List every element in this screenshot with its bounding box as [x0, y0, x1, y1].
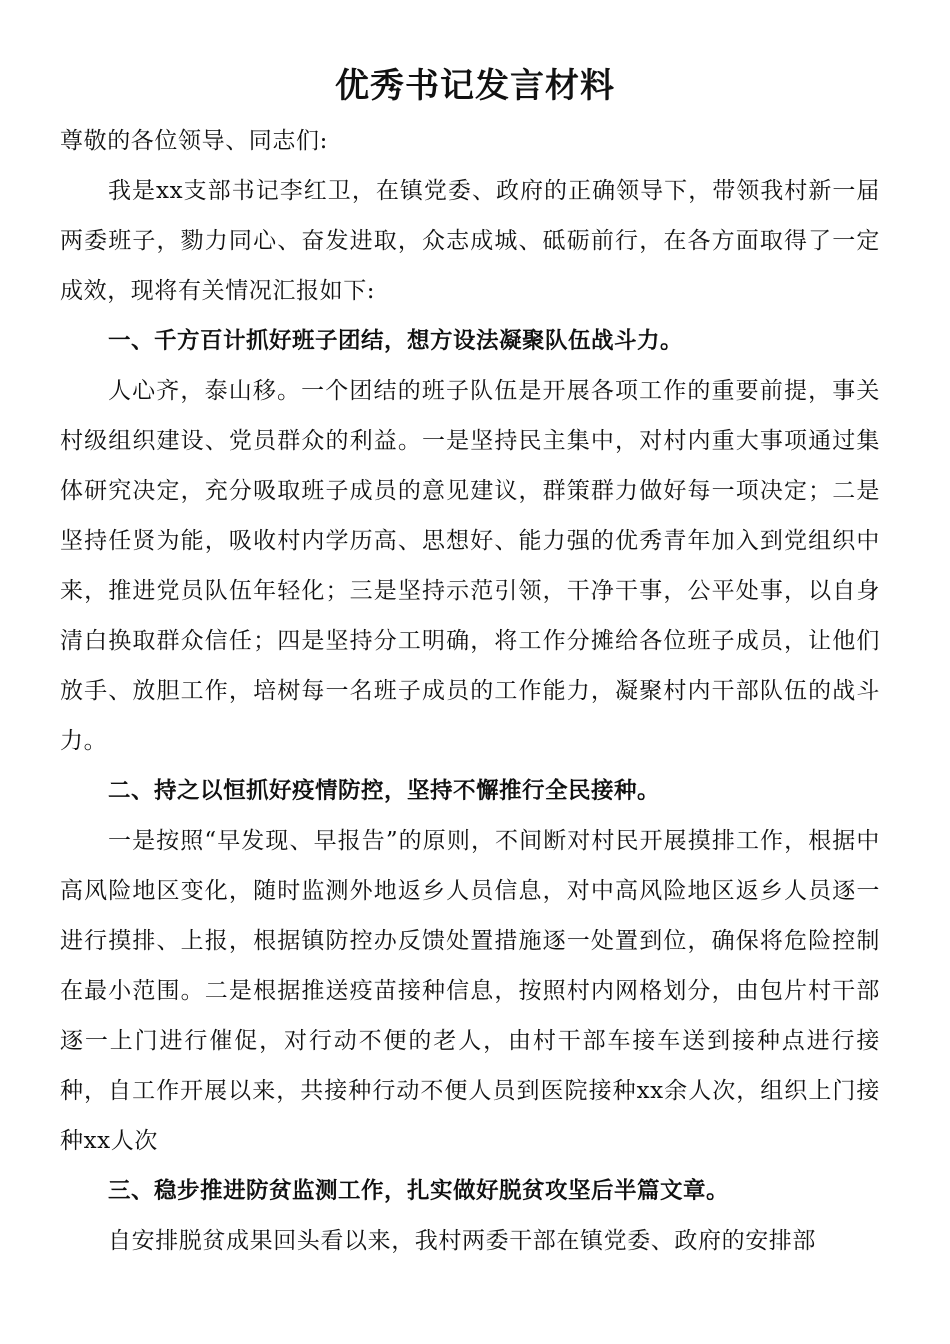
section-3-heading: 三、稳步推进防贫监测工作，扎实做好脱贫攻坚后半篇文章。 — [108, 1178, 730, 1204]
document-title: 优秀书记发言材料 — [335, 66, 615, 106]
intro-paragraph: 我是xx支部书记李红卫，在镇党委、政府的正确领导下，带领我村新一届两委班子，勠力同心、奋发进取，众志成城、砥砺前行，在各方面取得了一定成效，现将有关情况汇报如下: — [60, 178, 880, 304]
salutation: 尊敬的各位领导、同志们: — [60, 128, 328, 154]
section-2-heading: 二、持之以恒抓好疫情防控，坚持不懈推行全民接种。 — [108, 778, 661, 804]
section-1-body: 人心齐，泰山移。一个团结的班子队伍是开展各项工作的重要前提，事关村级组织建设、党员群众的利益。一是坚持民主集中，对村内重大事项通过集体研究决定，充分吸取班子成员的意见建议，群策群力做好每一项决定；二是坚持任贤为能，吸收村内学历高、思想好、能力强的优秀青年加入到党组织中来，推进党员队伍年轻化；三是坚持示范引领，干净干事，公平处事，以自身清白换取群众信任；四是坚持分工明确，将工作分摊给各位班子成员，让他们放手、放胆工作，培树每一名班子成员的工作能力，凝聚村内干部队伍的战斗力。 — [60, 378, 880, 754]
document-body — [60, 116, 880, 1266]
section-3-body: 自安排脱贫成果回头看以来，我村两委干部在镇党委、政府的安排部 — [108, 1228, 816, 1254]
section-2-body: 一是按照“早发现、早报告”的原则，不间断对村民开展摸排工作，根据中高风险地区变化，随时监测外地返乡人员信息，对中高风险地区返乡人员逐一进行摸排、上报，根据镇防控办反馈处置措施逐一处置到位，确保将危险控制在最小范围。二是根据推送疫苗接种信息，按照村内网格划分，由包片村干部逐一上门进行催促，对行动不便的老人，由村干部车接车送到接种点进行接种，自工作开展以来，共接种行动不便人员到医院接种xx余人次，组织上门接种xx人次 — [60, 828, 880, 1154]
section-1-heading: 一、千方百计抓好班子团结，想方设法凝聚队伍战斗力。 — [108, 328, 684, 354]
